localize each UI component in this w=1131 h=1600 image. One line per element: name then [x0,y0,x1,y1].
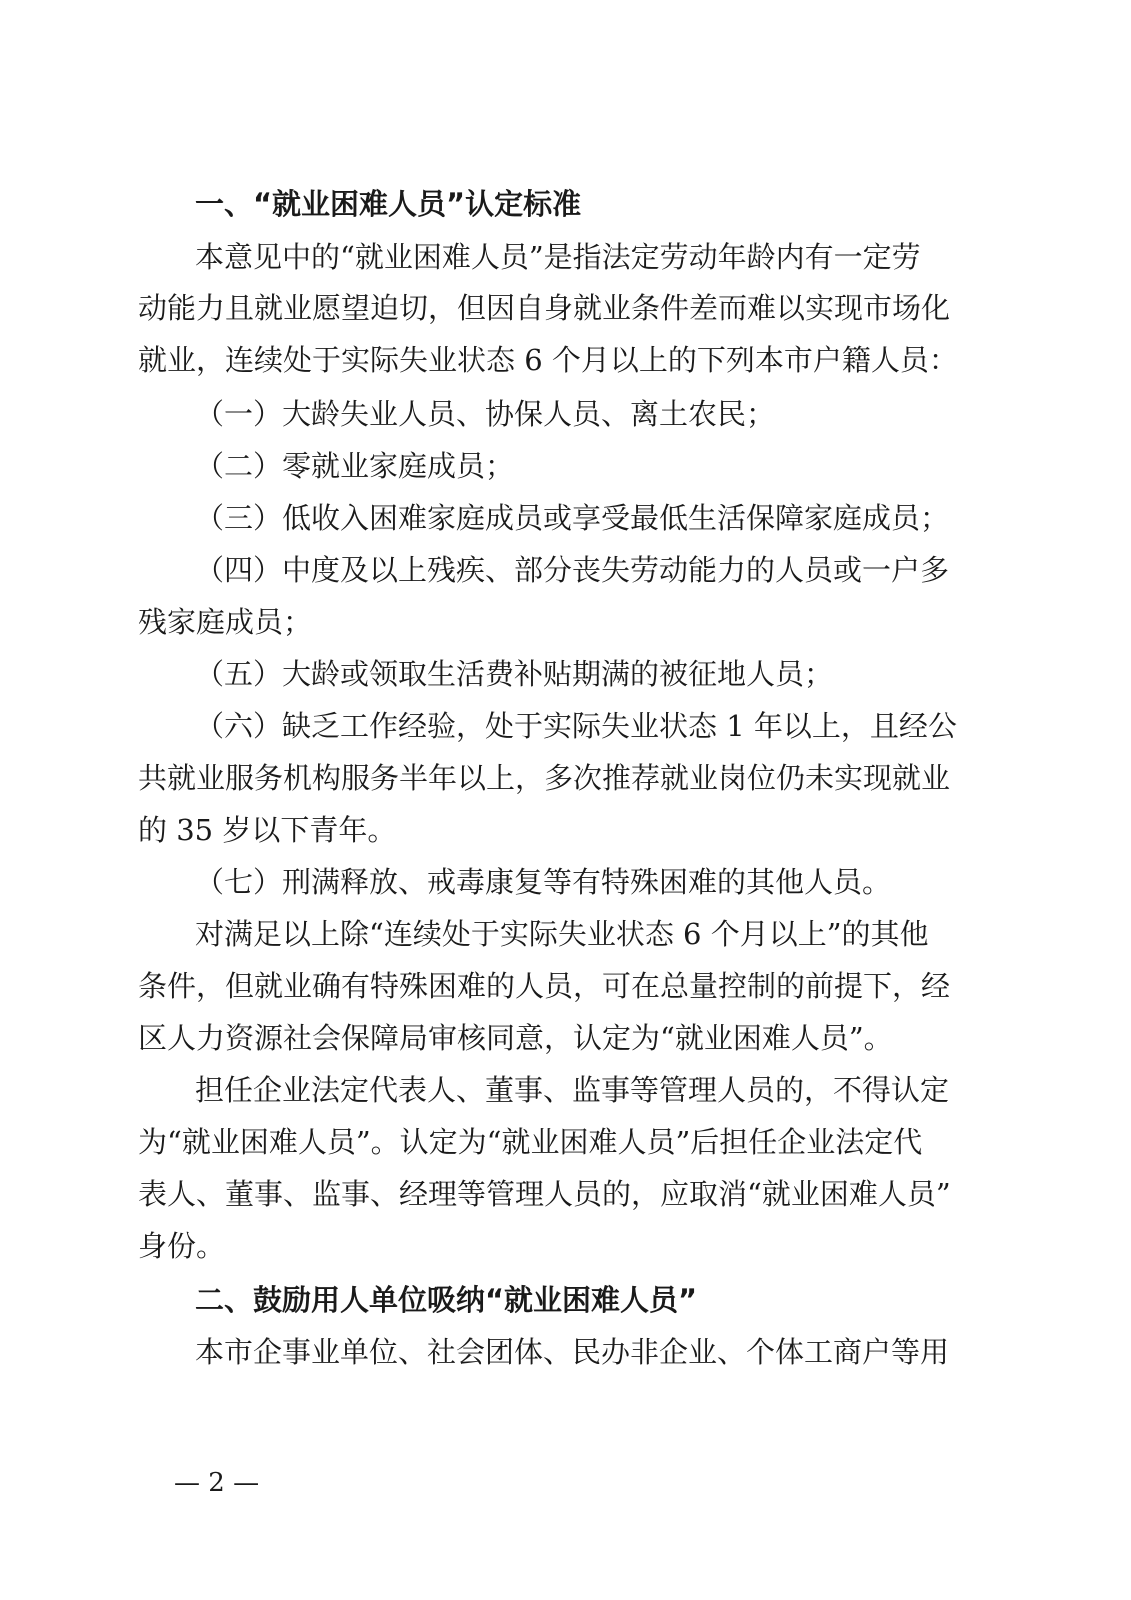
text-line [0,288,1131,328]
line-text: （二）零就业家庭成员； [195,449,515,483]
line-text: 本市企事业单位、社会团体、民办非企业、个体工商户等用 [195,1335,950,1369]
line-text: 一、“就业困难人员”认定标准 [195,187,582,221]
line-text: 身份。 [138,1229,226,1263]
line-text: 本意见中的“就业困难人员”是指法定劳动年龄内有一定劳 [195,240,921,274]
line-text: 残家庭成员； [138,605,313,639]
section-heading [0,184,1131,224]
text-line [0,1070,1131,1110]
line-text: （五）大龄或领取生活费补贴期满的被征地人员； [195,657,834,691]
text-line [0,340,1131,380]
line-text: （一）大龄失业人员、协保人员、离土农民； [195,397,776,431]
line-text: 共就业服务机构服务半年以上，多次推荐就业岗位仍未实现就业 [138,761,951,795]
line-text: 对满足以上除“连续处于实际失业状态 6 个月以上”的其他 [195,917,929,951]
text-line [0,237,1131,277]
text-line [0,810,1131,850]
text-line [0,498,1131,538]
line-text: （四）中度及以上残疾、部分丧失劳动能力的人员或一户多 [195,553,950,587]
text-line [0,966,1131,1006]
page-number: — 2 — [174,1468,260,1498]
text-line [0,446,1131,486]
text-line [0,1226,1131,1266]
line-text: 表人、董事、监事、经理等管理人员的，应取消“就业困难人员” [138,1177,951,1211]
text-line [0,758,1131,798]
text-line [0,1122,1131,1162]
text-line [0,1332,1131,1372]
text-line [0,1174,1131,1214]
text-line [0,550,1131,590]
text-line [0,706,1131,746]
text-line [0,654,1131,694]
line-text: 担任企业法定代表人、董事、监事等管理人员的，不得认定 [195,1073,950,1107]
line-text: 条件，但就业确有特殊困难的人员，可在总量控制的前提下，经 [138,969,951,1003]
line-text: 动能力且就业愿望迫切，但因自身就业条件差而难以实现市场化 [138,291,951,325]
text-line [0,602,1131,642]
line-text: （六）缺乏工作经验，处于实际失业状态 1 年以上，且经公 [195,709,957,743]
section-heading [0,1280,1131,1320]
line-text: 就业，连续处于实际失业状态 6 个月以上的下列本市户籍人员： [138,343,958,377]
line-text: 为“就业困难人员”。认定为“就业困难人员”后担任企业法定代 [138,1125,923,1159]
text-line [0,1018,1131,1058]
text-line [0,862,1131,902]
line-text: （七）刑满释放、戒毒康复等有特殊困难的其他人员。 [195,865,892,899]
line-text: 区人力资源社会保障局审核同意，认定为“就业困难人员”。 [138,1021,893,1055]
text-line [0,394,1131,434]
text-line [0,914,1131,954]
line-text: 的 35 岁以下青年。 [138,813,397,847]
line-text: （三）低收入困难家庭成员或享受最低生活保障家庭成员； [195,501,950,535]
line-text: 二、鼓励用人单位吸纳“就业困难人员” [195,1283,698,1317]
